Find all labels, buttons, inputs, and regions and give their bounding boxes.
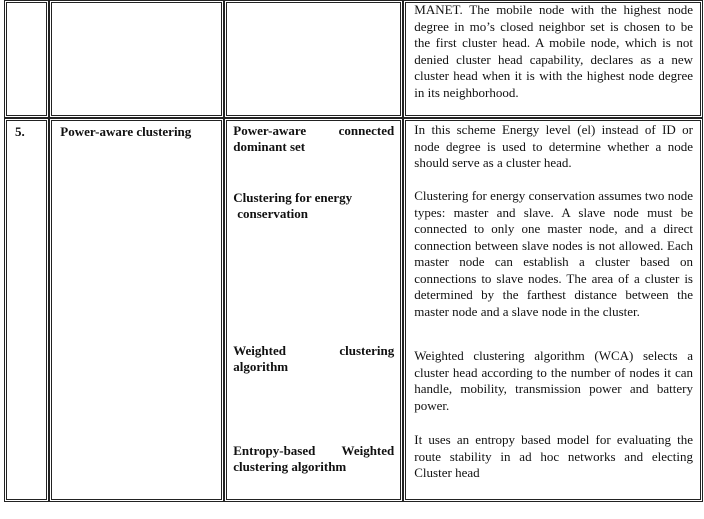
scheme-description-1-block bbox=[404, 122, 702, 172]
technique-name: Power-aware clustering bbox=[60, 124, 192, 139]
cell-technique-empty bbox=[49, 0, 224, 118]
continuation-description: MANET. The mobile node with the highest node degree in mo’s closed neighbor set is chosen to be the first cluster head. A mobile node, which is not denied cluster head capability, declares as a new cluster head when it is with the highest node degree in its neighborhood. bbox=[414, 2, 693, 100]
scheme-name-4-line2: clustering algorithm bbox=[233, 459, 347, 474]
scheme-name-1-line2: dominant set bbox=[233, 139, 306, 154]
table-row-continuation bbox=[4, 0, 703, 118]
cell-scheme-descriptions bbox=[403, 118, 703, 502]
cell-technique bbox=[49, 118, 224, 502]
scheme-name-2-line2: conservation bbox=[237, 206, 309, 221]
scheme-name-1: Power-aware connected bbox=[233, 123, 395, 138]
scheme-name-3: Weighted clustering bbox=[233, 343, 395, 358]
scheme-description-3-block bbox=[404, 348, 702, 414]
row-number: 5. bbox=[15, 124, 25, 139]
cell-schemes bbox=[224, 118, 403, 502]
cell-number bbox=[4, 118, 49, 502]
cell-description bbox=[403, 0, 703, 118]
scheme-description-2-block bbox=[404, 188, 702, 320]
scheme-description-3: Weighted clustering algorithm (WCA) selects a cluster head according to the number of nodes it can handle, mobility, transmission power and battery power. bbox=[414, 348, 693, 413]
cell-scheme-empty bbox=[224, 0, 403, 118]
scheme-description-4-block bbox=[404, 432, 702, 482]
table-row bbox=[4, 118, 703, 502]
scheme-description-2: Clustering for energy conservation assumes two node types: master and slave. A slave node must be connected to only one master node, and a direct connection between slave nodes is not allowed. Each master node can establish a cluster based on connections to slave nodes. The area of a cluster is determined by the farthest distance between the master node and a slave node in the cluster. bbox=[414, 188, 693, 319]
scheme-name-3-line2: algorithm bbox=[233, 359, 289, 374]
scheme-description-1: In this scheme Energy level (el) instead of ID or node degree is used to determine whether a node should serve as a cluster head. bbox=[414, 122, 693, 170]
comparison-table bbox=[4, 0, 703, 502]
scheme-name-2: Clustering for energy bbox=[233, 190, 353, 205]
cell-number-empty bbox=[4, 0, 49, 118]
scheme-name-4: Entropy-based Weighted bbox=[233, 443, 395, 458]
scheme-description-4: It uses an entropy based model for evaluating the route stability in ad hoc networks and electing Cluster head bbox=[414, 432, 693, 480]
